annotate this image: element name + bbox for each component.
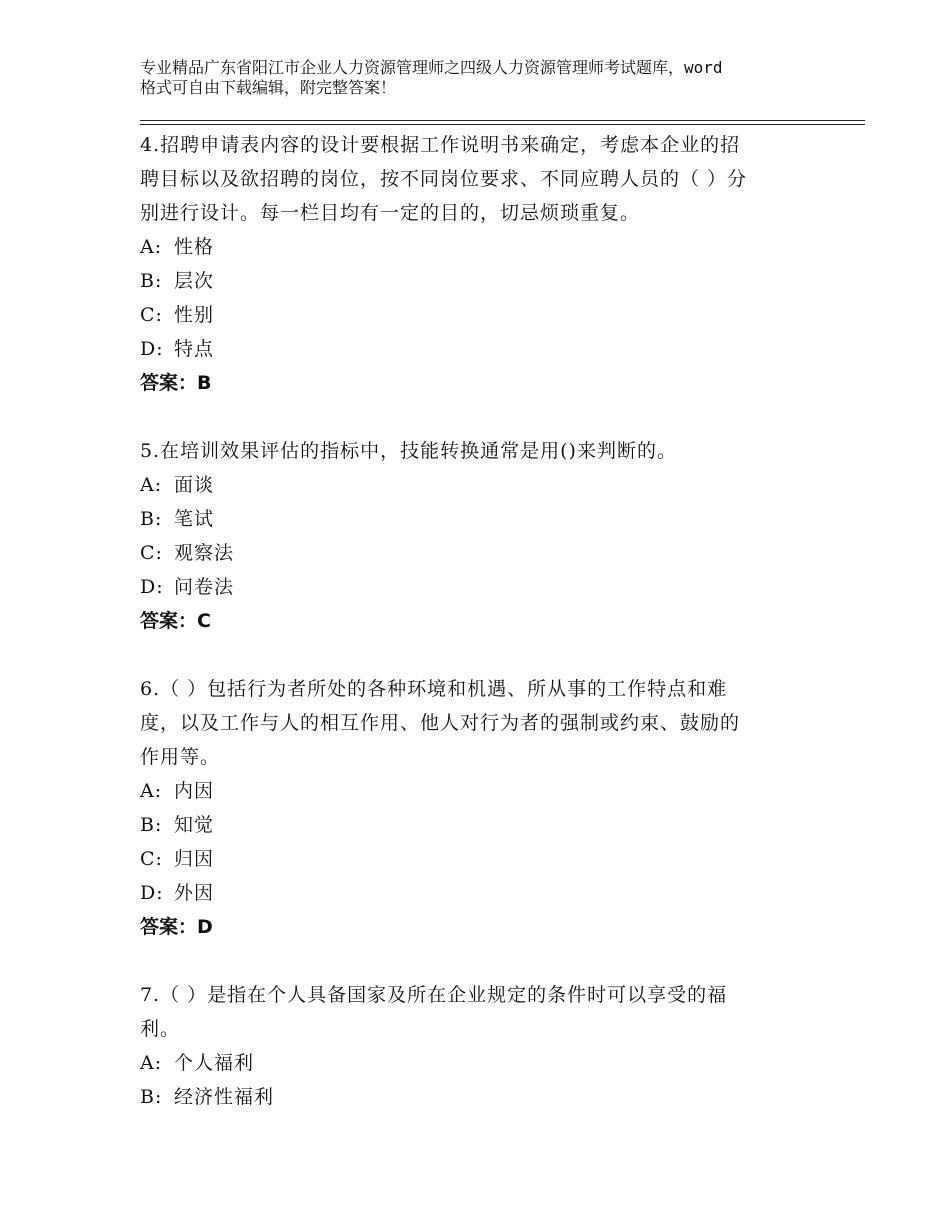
- question-spacer: [140, 944, 820, 978]
- option-letter: D:: [140, 338, 164, 360]
- option-text: 性别: [174, 304, 215, 326]
- header-line-2: 格式可自由下载编辑，附完整答案！: [140, 78, 397, 97]
- option-c: [140, 536, 820, 570]
- question-spacer: [140, 400, 820, 434]
- option-letter: B:: [140, 270, 163, 292]
- option-d: [140, 570, 820, 604]
- question-stem-line: 作用等。: [140, 746, 221, 768]
- answer-label: 答案：C: [140, 610, 211, 632]
- option-d: [140, 332, 820, 366]
- option-a: [140, 468, 820, 502]
- option-letter: C:: [140, 304, 163, 326]
- question-stem-line: 度，以及工作与人的相互作用、他人对行为者的强制或约束、鼓励的: [140, 712, 741, 734]
- option-b: [140, 264, 820, 298]
- question-6: [140, 672, 820, 944]
- question-stem-line: 6.（ ）包括行为者所处的各种环境和机遇、所从事的工作特点和难: [140, 678, 728, 700]
- option-b: [140, 502, 820, 536]
- question-stem-line: 别进行设计。每一栏目均有一定的目的，切忌烦琐重复。: [140, 202, 641, 224]
- question-stem-line: 利。: [140, 1018, 181, 1040]
- question-stem-line: 聘目标以及欲招聘的岗位，按不同岗位要求、不同应聘人员的（ ）分: [140, 168, 748, 190]
- option-letter: A:: [140, 780, 163, 802]
- option-text: 问卷法: [174, 576, 235, 598]
- option-text: 内因: [174, 780, 215, 802]
- header-line-1: 专业精品广东省阳江市企业人力资源管理师之四级人力资源管理师考试题库，word: [140, 58, 723, 77]
- question-5: [140, 434, 820, 638]
- option-d: [140, 876, 820, 910]
- question-spacer: [140, 638, 820, 672]
- option-a: [140, 774, 820, 808]
- option-letter: B:: [140, 1086, 163, 1108]
- option-c: [140, 298, 820, 332]
- option-a: [140, 1046, 820, 1080]
- option-text: 经济性福利: [174, 1086, 275, 1108]
- option-text: 归因: [174, 848, 215, 870]
- option-letter: D:: [140, 882, 164, 904]
- document-header: [140, 58, 840, 98]
- option-letter: C:: [140, 848, 163, 870]
- question-stem-line: 5.在培训效果评估的指标中，技能转换通常是用()来判断的。: [140, 440, 677, 462]
- answer-label: 答案：D: [140, 916, 213, 938]
- question-7: [140, 978, 820, 1114]
- question-list: [140, 128, 820, 1114]
- header-divider: [140, 120, 865, 125]
- option-text: 个人福利: [174, 1052, 255, 1074]
- option-letter: C:: [140, 542, 163, 564]
- option-letter: A:: [140, 1052, 163, 1074]
- option-c: [140, 842, 820, 876]
- option-letter: D:: [140, 576, 164, 598]
- option-text: 性格: [174, 236, 215, 258]
- option-a: [140, 230, 820, 264]
- option-letter: B:: [140, 814, 163, 836]
- option-text: 观察法: [174, 542, 235, 564]
- option-text: 外因: [174, 882, 215, 904]
- option-text: 特点: [174, 338, 215, 360]
- option-letter: A:: [140, 236, 163, 258]
- option-b: [140, 808, 820, 842]
- question-4: [140, 128, 820, 400]
- question-stem-line: 7.（ ）是指在个人具备国家及所在企业规定的条件时可以享受的福: [140, 984, 728, 1006]
- option-text: 笔试: [174, 508, 215, 530]
- option-text: 层次: [174, 270, 215, 292]
- option-letter: B:: [140, 508, 163, 530]
- option-text: 面谈: [174, 474, 215, 496]
- answer-label: 答案：B: [140, 372, 212, 394]
- option-letter: A:: [140, 474, 163, 496]
- option-b: [140, 1080, 820, 1114]
- option-text: 知觉: [174, 814, 215, 836]
- question-stem-line: 4.招聘申请表内容的设计要根据工作说明书来确定，考虑本企业的招: [140, 134, 741, 156]
